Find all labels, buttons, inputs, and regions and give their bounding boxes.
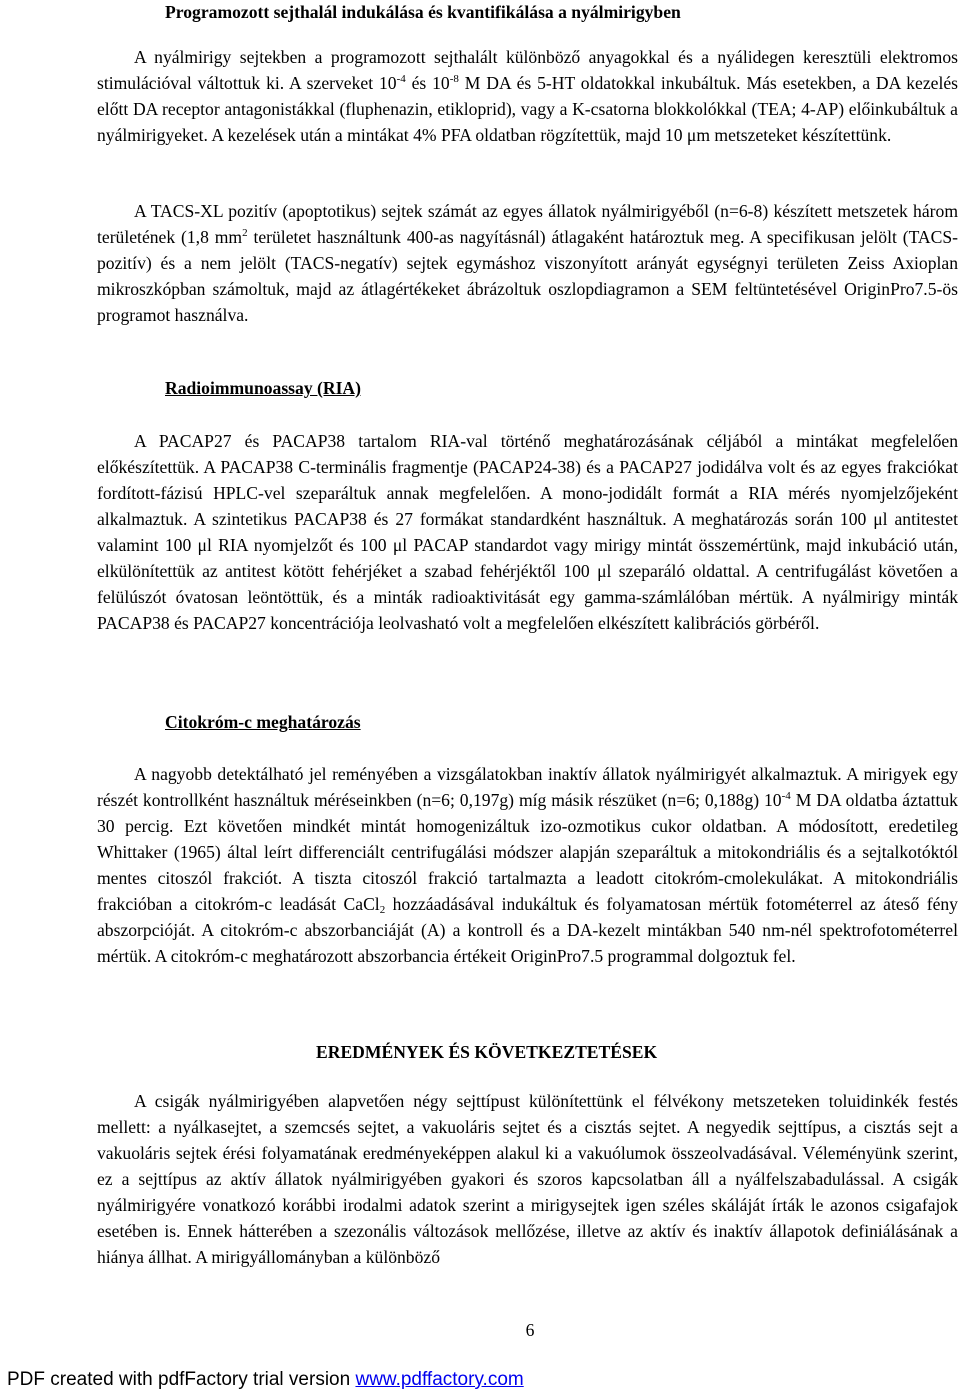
text-run: és 10 bbox=[405, 73, 450, 93]
page-number: 6 bbox=[525, 1320, 535, 1340]
exponent: -4 bbox=[396, 73, 406, 85]
exponent: -4 bbox=[781, 790, 791, 802]
pdf-footer bbox=[7, 1369, 524, 1391]
section-title-apoptosis: Programozott sejthalál indukálása és kvantifikálása a nyálmirigyben bbox=[165, 2, 681, 22]
text-run: területet használtunk 400-as nagyításnál) átlagaként határoztuk meg. A specifikusan jelölt (TACS-pozitív) és a nem jelölt (TACS-negatív) sejtek egymáshoz viszonyított arányát egységnyi területen Zeiss Axioplan mikroszkópban számoltuk, majd az átlagértékeket ábrázoltuk oszlopdiagramon a SEM feltüntetésével OriginPro7.5-ös programot használva. bbox=[97, 227, 958, 325]
text-run: M DA oldatba áztattuk 30 percig. Ezt követően mindkét mintát homogenizáltuk izo-ozmotikus cukor oldatban. A módosított, eredetileg Whittaker (1965) által leírt differenciált centrifugálási módszer alapján szeparáltuk a mitokondriális és a sejtalkotóktól mentes citoszól frakciót. A tiszta citoszól frakció tartalmazta a leadott citokróm-cmolekulákat. A mitokondriális frakcióban a citokróm-c leadását CaCl bbox=[97, 790, 958, 914]
text-run: A PACAP27 és PACAP38 tartalom RIA-val történő meghatározásának céljából a mintákat megfelelően előkészítettük. A PACAP38 C-terminális fragmentje (PACAP24-38) és a PACAP27 jodidálva volt és az egyes frakciókat fordított-fázisú HPLC-vel szeparáltuk annak megfelelően. A mono-jodidált formát a RIA mérés nyomjelzőjeként alkalmaztuk. A szintetikus PACAP38 és 27 formákat standardként használtuk. A meghatározás során 100 μl antitestet valamint 100 μl RIA nyomjelzőt és 100 μl PACAP standardot vagy mirigy mintát összemértünk, majd inkubáció után, elkülönítettük az antitest kötött fehérjéket a szabad fehérjéktől 100 μl szeparáló oldattal. A centrifugálást követően a felülúszót óvatosan leöntöttük, és a minták radioaktivitását egy gamma-számlálóban mértük. A nyálmirigy minták PACAP38 és PACAP27 koncentrációja leolvasható volt a megfelelően elkészített kalibrációs görbéről. bbox=[97, 431, 958, 633]
text-run: M DA és 5-HT oldatokkal inkubáltuk. Más esetekben, a DA kezelés előtt DA receptor antagonistákkal (fluphenazin, etikloprid), vagy a K-csatorna blokkolókkal (TEA; 4-AP) előinkubáltuk a nyálmirigyeket. A kezelések után a mintákat 4% PFA oldatban rögzítettük, majd 10 μm metszeteket készítettünk. bbox=[97, 73, 958, 145]
paragraph-cytochrome bbox=[97, 761, 958, 969]
section-title-cytochrome: Citokróm-c meghatározás bbox=[165, 712, 361, 732]
subscript: 2 bbox=[379, 904, 386, 916]
paragraph-results bbox=[97, 1088, 958, 1270]
paragraph-tacs-counting bbox=[97, 198, 958, 328]
footer-text: PDF created with pdfFactory trial version bbox=[7, 1369, 356, 1390]
text-run: A nagyobb detektálható jel reményében a vizsgálatokban inaktív állatok nyálmirigyét alkalmaztuk. A mirigyek egy részét kontrollként használtuk méréseinkben (n=6; 0,197g) míg másik részüket (n=6; 0,188g) 10 bbox=[97, 764, 958, 810]
paragraph-apoptosis-treatment bbox=[97, 44, 958, 148]
text-run: A nyálmirigy sejtekben a programozott sejthalált különböző anyagokkal és a nyálidegen keresztüli elektromos stimulációval váltottuk ki. A szerveket 10 bbox=[97, 47, 958, 93]
footer-link[interactable]: www.pdffactory.com bbox=[355, 1369, 524, 1390]
paragraph-ria bbox=[97, 428, 958, 636]
exponent: 2 bbox=[242, 227, 248, 239]
section-title-results: EREDMÉNYEK ÉS KÖVETKEZTETÉSEK bbox=[316, 1042, 658, 1062]
section-title-ria: Radioimmunoassay (RIA) bbox=[165, 378, 361, 398]
text-run: A csigák nyálmirigyében alapvetően négy sejttípust különítettünk el félvékony metszeteken toluidinkék festés mellett: a nyálkasejtet, a szemcsés sejtet, a vakuoláris sejtet és a cisztás sejtet. A negyedik sejttípus, a cisztás sejt a vakuoláris sejtek érési folyamatának eredményeképpen alakul ki a vakuólumok összeolvadásával. Véleményünk szerint, ez a sejttípus az aktív állatok nyálmirigyében gyakori és szoros kapcsolatban áll a nyálfelszabadulással. A csigák nyálmirigyére vonatkozó korábbi irodalmi adatok szerint a mirigysejtek igen széles skáláját írták le azonos csigafajok esetében is. Ennek hátterében a szezonális változások mellőzése, illetve az aktív és inaktív állapotok definiálásának a hiánya állhat. A mirigyállományban a különböző bbox=[97, 1091, 958, 1267]
text-run: hozzáadásával indukáltuk és folyamatosan mértük fotométerrel az áteső fény abszorpcióját. A citokróm-c abszorbanciáját (A) a kontroll és a DA-kezelt mintákban 540 nm-nél spektrofotométerrel mértük. A citokróm-c meghatározott abszorbancia értékeit OriginPro7.5 programmal dolgoztuk fel. bbox=[97, 894, 958, 966]
exponent: -8 bbox=[449, 73, 459, 85]
text-run: A TACS-XL pozitív (apoptotikus) sejtek számát az egyes állatok nyálmirigyéből (n=6-8) készített metszetek három területének (1,8 mm bbox=[97, 201, 958, 247]
